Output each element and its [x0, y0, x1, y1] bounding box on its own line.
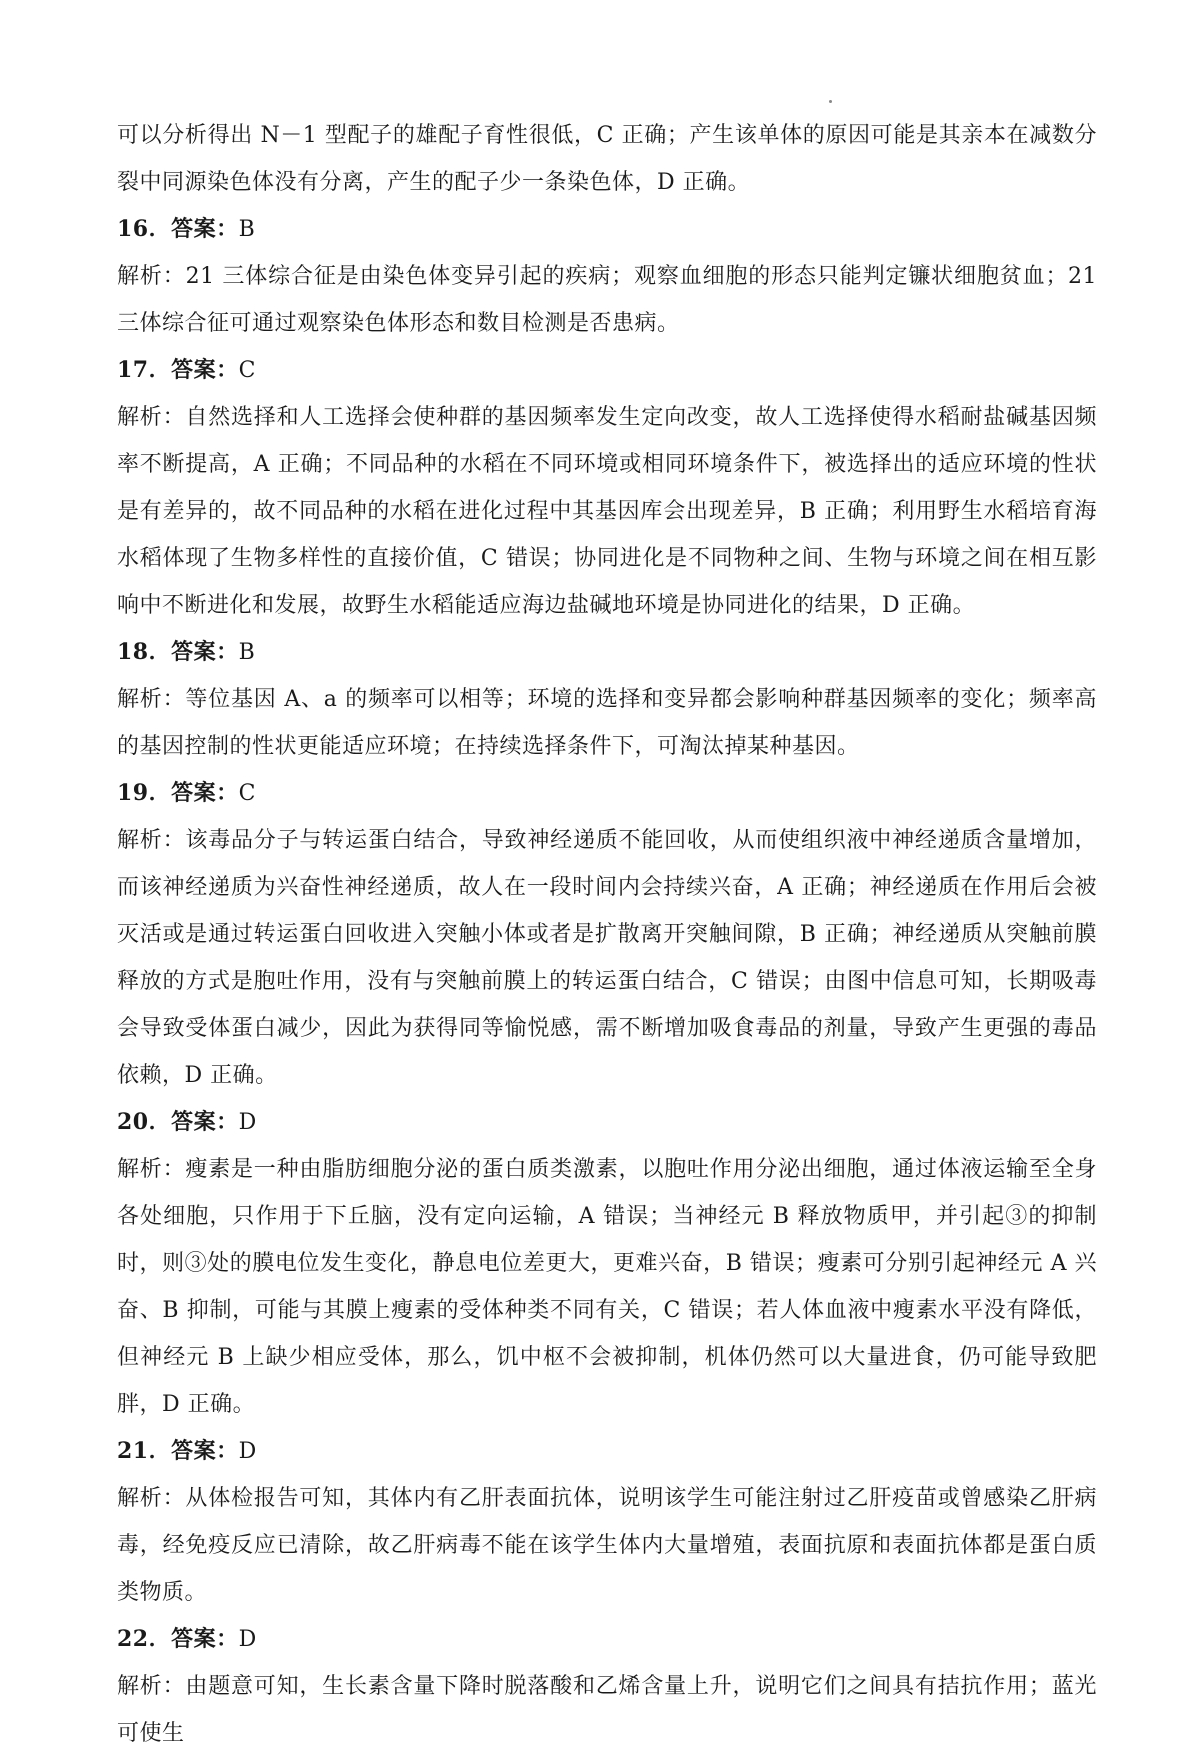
item-22 [117, 1616, 1097, 1757]
answer-option: B [238, 640, 256, 665]
question-number: 22． [117, 1626, 172, 1652]
answer-line [117, 347, 1097, 394]
explanation-paragraph: 解析：该毒品分子与转运蛋白结合，导致神经递质不能回收，从而使组织液中神经递质含量增加，而该神经递质为兴奋性神经递质，故人在一段时间内会持续兴奋，A 正确；神经递质在作用后会被灭活或是通过转运蛋白回收进入突触小体或者是扩散离开突触间隙，B 正确；神经递质从突触前膜释放的方式是胞吐作用，没有与突触前膜上的转运蛋白结合，C 错误；由图中信息可知，长期吸毒会导致受体蛋白减少，因此为获得同等愉悦感，需不断增加吸食毒品的剂量，导致产生更强的毒品依赖，D 正确。 [117, 828, 1097, 1088]
question-number: 16． [117, 216, 172, 242]
explanation-paragraph: 解析：由题意可知，生长素含量下降时脱落酸和乙烯含量上升，说明它们之间具有拮抗作用；蓝光可使生 [117, 1674, 1097, 1746]
answer-line [117, 629, 1097, 676]
answer-option: D [238, 1627, 257, 1652]
answer-line [117, 770, 1097, 817]
explanation-paragraph: 解析：等位基因 A、a 的频率可以相等；环境的选择和变异都会影响种群基因频率的变化；频率高的基因控制的性状更能适应环境；在持续选择条件下，可淘汰掉某种基因。 [117, 687, 1097, 759]
answer-option: C [238, 358, 256, 383]
item-16 [117, 206, 1097, 347]
answer-label: 答案： [171, 357, 239, 383]
answer-label: 答案： [171, 1109, 239, 1135]
item-21 [117, 1428, 1097, 1616]
answer-label: 答案： [171, 780, 239, 806]
intro-paragraph: 可以分析得出 N－1 型配子的雄配子育性很低，C 正确；产生该单体的原因可能是其亲本在减数分裂中同源染色体没有分离，产生的配子少一条染色体，D 正确。 [117, 123, 1097, 195]
answer-label: 答案： [171, 1438, 239, 1464]
question-number: 18． [117, 639, 172, 665]
item-18 [117, 629, 1097, 770]
answer-line [117, 1099, 1097, 1146]
question-number: 17． [117, 357, 172, 383]
question-number: 21． [117, 1438, 172, 1464]
question-number: 19． [117, 780, 172, 806]
answer-line [117, 1428, 1097, 1475]
answer-label: 答案： [171, 216, 239, 242]
answer-label: 答案： [171, 1626, 239, 1652]
explanation-paragraph: 解析：瘦素是一种由脂肪细胞分泌的蛋白质类激素，以胞吐作用分泌出细胞，通过体液运输至全身各处细胞，只作用于下丘脑，没有定向运输，A 错误；当神经元 B 释放物质甲，并引起③的抑制时，则③处的膜电位发生变化，静息电位差更大，更难兴奋，B 错误；瘦素可分别引起神经元 A 兴奋、B 抑制，可能与其膜上瘦素的受体种类不同有关，C 错误；若人体血液中瘦素水平没有降低，但神经元 B 上缺少相应受体，那么，饥中枢不会被抑制，机体仍然可以大量进食，仍可能导致肥胖，D 正确。 [117, 1157, 1097, 1417]
document-page [117, 112, 1097, 1757]
answer-label: 答案： [171, 639, 239, 665]
explanation-paragraph: 解析：自然选择和人工选择会使种群的基因频率发生定向改变，故人工选择使得水稻耐盐碱基因频率不断提高，A 正确；不同品种的水稻在不同环境或相同环境条件下，被选择出的适应环境的性状是有差异的，故不同品种的水稻在进化过程中其基因库会出现差异，B 正确；利用野生水稻培育海水稻体现了生物多样性的直接价值，C 错误；协同进化是不同物种之间、生物与环境之间在相互影响中不断进化和发展，故野生水稻能适应海边盐碱地环境是协同进化的结果，D 正确。 [117, 405, 1097, 618]
answer-option: C [238, 781, 256, 806]
item-20 [117, 1099, 1097, 1428]
explanation-paragraph: 解析：21 三体综合征是由染色体变异引起的疾病；观察血细胞的形态只能判定镰状细胞贫血；21 三体综合征可通过观察染色体形态和数目检测是否患病。 [117, 264, 1097, 336]
answer-line [117, 206, 1097, 253]
explanation-paragraph: 解析：从体检报告可知，其体内有乙肝表面抗体，说明该学生可能注射过乙肝疫苗或曾感染乙肝病毒，经免疫反应已清除，故乙肝病毒不能在该学生体内大量增殖，表面抗原和表面抗体都是蛋白质类物质。 [117, 1486, 1097, 1605]
answer-option: D [238, 1110, 257, 1135]
scan-dot [829, 100, 832, 103]
item-19 [117, 770, 1097, 1099]
answer-line [117, 1616, 1097, 1663]
item-17 [117, 347, 1097, 629]
answer-option: D [238, 1439, 257, 1464]
question-number: 20． [117, 1109, 172, 1135]
answer-option: B [238, 217, 256, 242]
